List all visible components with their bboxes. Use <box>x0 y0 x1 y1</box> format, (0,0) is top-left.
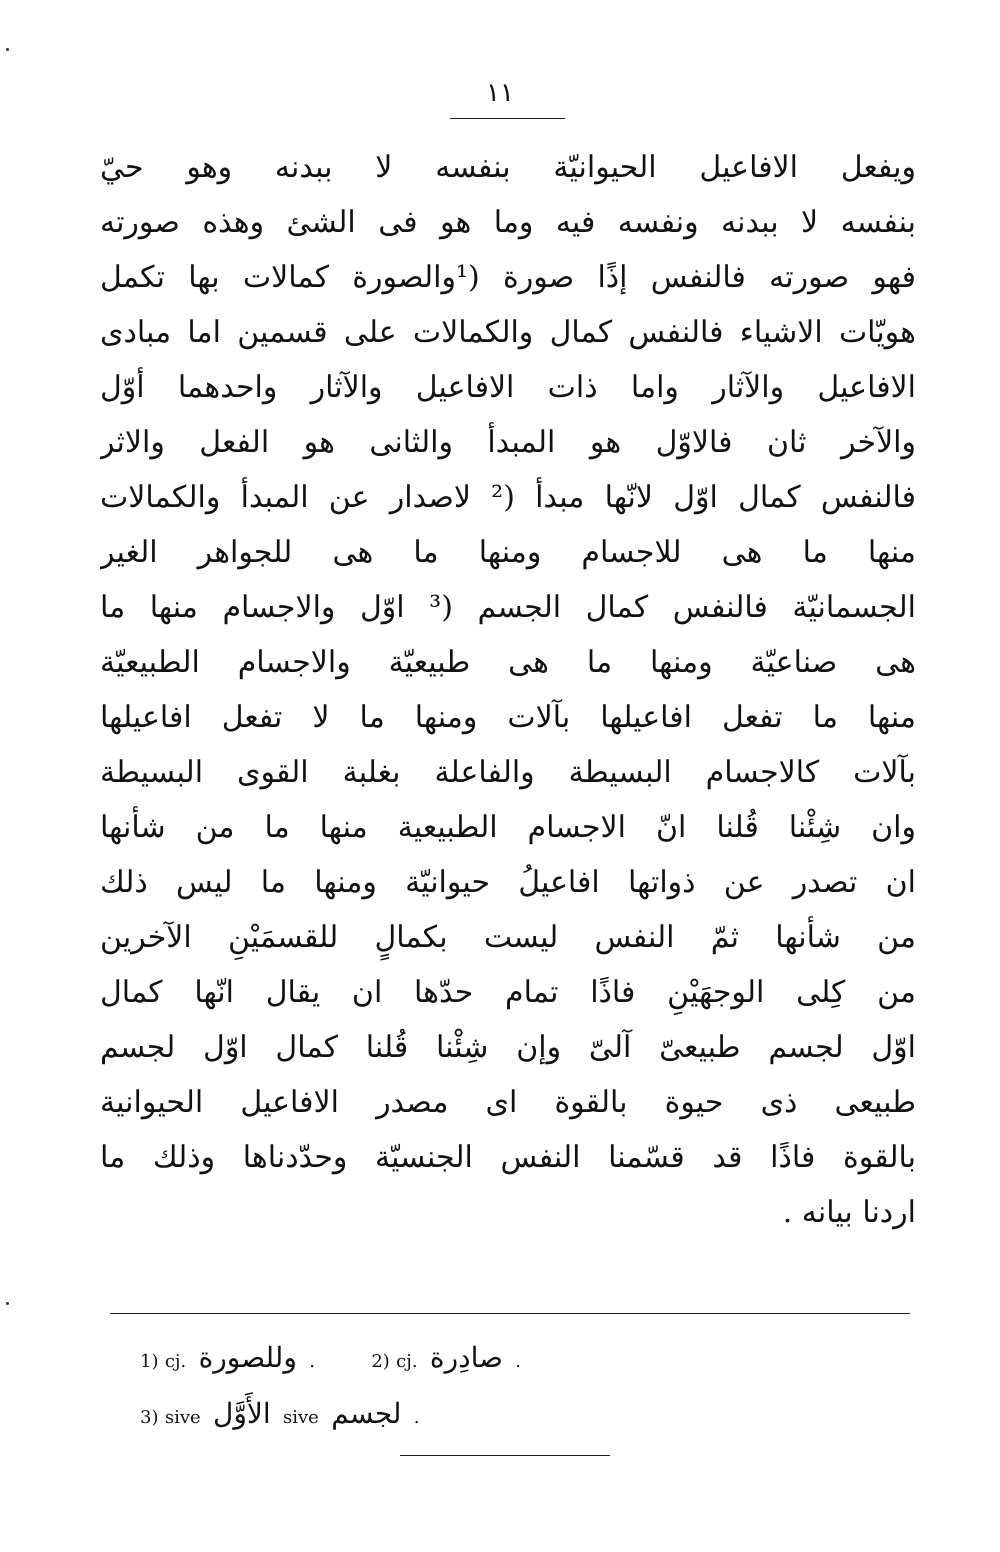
footnote-abbr: cj. <box>164 1351 187 1372</box>
footnote-1 <box>140 1330 315 1390</box>
text-line: الجسمانيّة فالنفس كمال الجسم (³ اوّل والاجسام منها ما <box>100 590 916 625</box>
footnote-word: sive <box>283 1407 319 1428</box>
text-line: وان شِئْنا قُلنا انّ الاجسام الطبيعية منها ما من شأنها <box>100 810 916 845</box>
page-number: ۱۱ <box>486 78 514 108</box>
footnote-abbr: cj. <box>396 1351 418 1372</box>
text-line: فالنفس كمال اوّل لانّها مبدأ (² لاصدار عن المبدأ والكمالات <box>100 480 916 515</box>
footnote-arabic: الأَوَّل <box>213 1397 271 1430</box>
footnote-number: 3) <box>140 1407 159 1428</box>
text-line: ان تصدر عن ذواتها افاعيلُ حيوانيّة ومنها ما ليس ذلك <box>100 865 916 900</box>
text-line: هويّات الاشياء فالنفس كمال والكمالات على قسمين اما مبادى <box>100 315 916 350</box>
footnote-period: . <box>515 1351 521 1372</box>
footnote-arabic: لجسم <box>331 1397 402 1430</box>
text-line: والآخر ثان فالاوّل هو المبدأ والثانى هو الفعل والاثر <box>100 425 916 460</box>
text-line: من كِلى الوجهَيْنِ فاذًا تمام حدّها ان يقال انّها كمال <box>100 975 916 1010</box>
main-text <box>100 140 916 1240</box>
text-line: طبيعى ذى حيوة بالقوة اى مصدر الافاعيل الحيوانية <box>100 1085 916 1120</box>
footnote-arabic: صادِرة <box>429 1341 503 1374</box>
margin-speck <box>6 1302 9 1305</box>
margin-speck <box>6 48 9 51</box>
text-line: بالقوة فاذًا قد قسّمنا النفس الجنسيّة وحدّدناها وذلك ما <box>100 1140 916 1175</box>
text-line: بنفسه لا ببدنه ونفسه فيه وما هو فى الشئ وهذه صورته <box>100 205 916 240</box>
footnote-rule <box>110 1313 910 1314</box>
footnote-word: sive <box>164 1407 201 1428</box>
end-rule <box>400 1455 610 1456</box>
text-line: هى صناعيّة ومنها ما هى طبيعيّة والاجسام الطبيعيّة <box>100 645 916 680</box>
text-line: منها ما تفعل افاعيلها بآلات ومنها ما لا تفعل افاعيلها <box>100 700 916 735</box>
footnote-period: . <box>309 1351 315 1372</box>
footnote-row <box>140 1330 860 1386</box>
text-line: اردنا بيانه . <box>782 1195 916 1230</box>
footnote-row <box>140 1386 860 1442</box>
text-line: اوّل لجسم طبيعىّ آلىّ وإن شِئْنا قُلنا كمال اوّل لجسم <box>100 1030 916 1065</box>
header-rule <box>450 118 565 119</box>
footnote-number: 2) <box>371 1351 390 1372</box>
footnote-arabic: وللصورة <box>198 1341 297 1374</box>
footnote-3 <box>140 1386 420 1446</box>
text-line: بآلات كالاجسام البسيطة والفاعلة بغلبة القوى البسيطة <box>100 755 916 790</box>
text-line: منها ما هى للاجسام ومنها ما هى للجواهر الغير <box>100 535 916 570</box>
text-line: فهو صورته فالنفس إذًا صورة (¹والصورة كمالات بها تكمل <box>100 260 916 295</box>
footnote-number: 1) <box>140 1351 159 1372</box>
text-line: من شأنها ثمّ النفس ليست بكمالٍ للقسمَيْنِ الآخرين <box>100 920 916 955</box>
footnote-period: . <box>413 1407 420 1428</box>
footnote-2 <box>371 1330 521 1390</box>
text-line: ويفعل الافاعيل الحيوانيّة بنفسه لا ببدنه وهو حيّ <box>100 150 916 185</box>
text-line: الافاعيل والآثار واما ذات الافاعيل والآثار واحدهما أوّل <box>100 370 916 405</box>
footnotes <box>140 1330 860 1442</box>
